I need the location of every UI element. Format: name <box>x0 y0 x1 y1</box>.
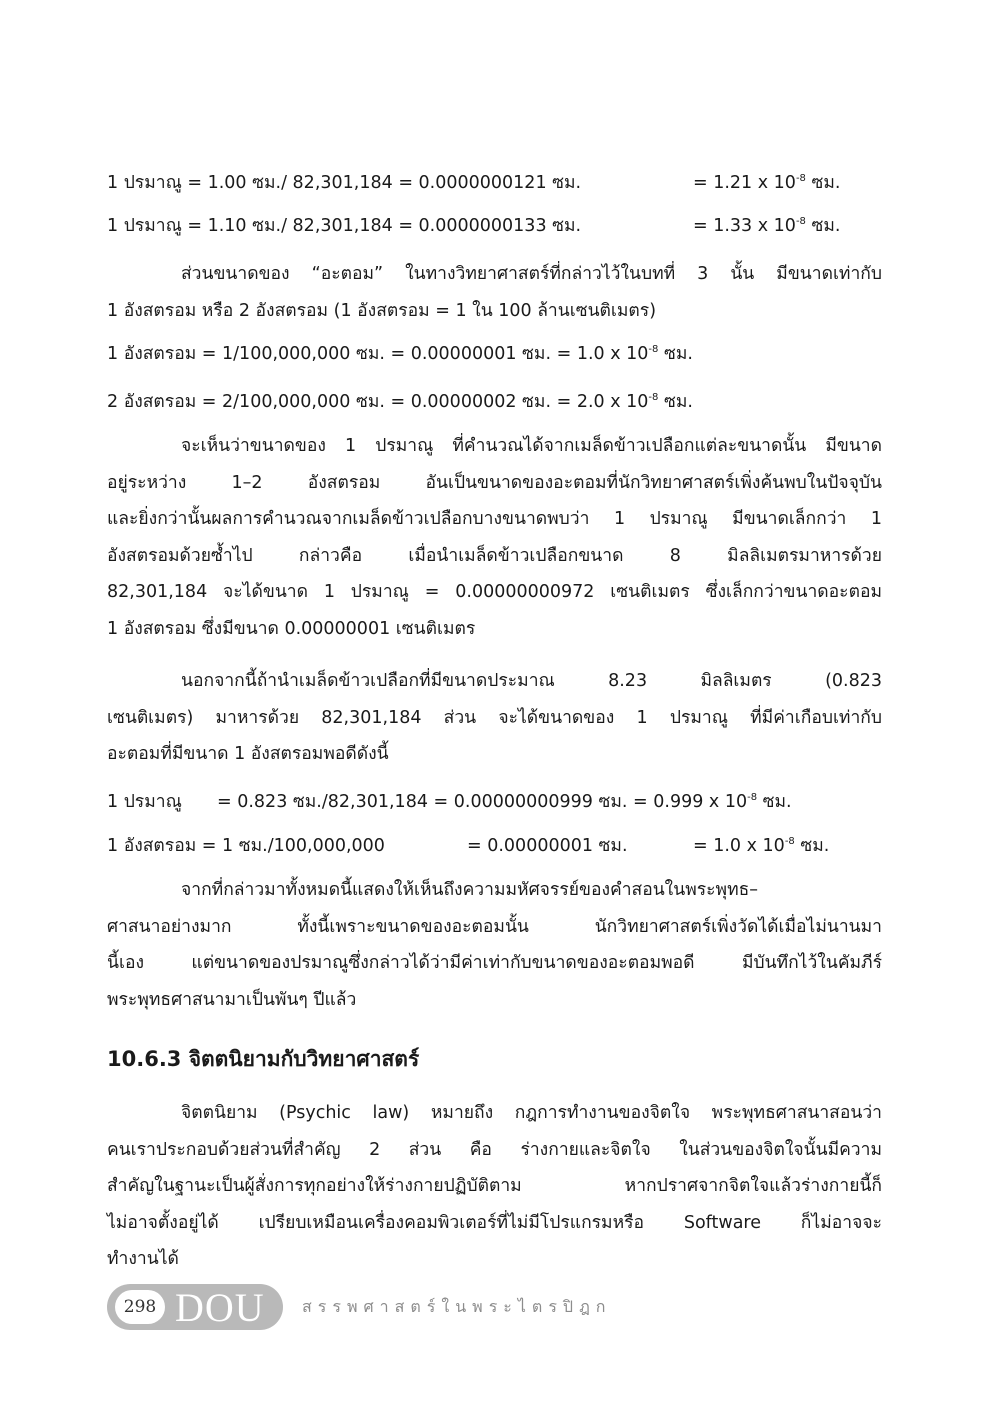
equation-result: = 0.823 ซม./82,301,184 = 0.00000000999 ซม. = 0.999 x $10^{-8}$ ซม. <box>217 792 792 812</box>
paragraph: จะเห็นว่าขนาดของ 1 ปรมาณู ที่คำนวณได้จากเมล็ดข้าวเปลือกแต่ละขนาดนั้น มีขนาด อยู่ระหว่าง 1–2 อังสตรอม อันเป็นขนาดของอะตอมที่นักวิทยาศาสตร์เพิ่งค้นพบในปัจจุบัน และยิ่งกว่านั้นผลการคำนวณจากเมล็ดข้าวเปลือกบางขนาดพบว่า 1 ปรมาณู มีขนาดเล็กกว่า 1 อังสตรอมด้วยซ้ำไป กล่าวคือ เมื่อนำเมล็ดข้าวเปลือกขนาด 8 มิลลิเมตรมาหารด้วย 82,301,184 จะได้ขนาด 1 ปรมาณู = 0.00000000972 เซนติเมตร ซึ่งเล็กกว่าขนาดอะตอม 1 อังสตรอม ซึ่งมีขนาด 0.00000001 เซนติเมตร <box>107 436 882 639</box>
dou-logo: DOU <box>175 1285 265 1330</box>
equation-text: 2 อังสตรอม = 2/100,000,000 ซม. = 0.00000002 ซม. = 2.0 x $10^{-8}$ ซม. <box>107 392 693 412</box>
equation-middle: = 0.00000001 ซม. <box>467 836 628 856</box>
equation-text: 1 อังสตรอม = 1/100,000,000 ซม. = 0.00000001 ซม. = 1.0 x $10^{-8}$ ซม. <box>107 344 693 364</box>
equation-text: 1 ปรมาณู = 1.00 ซม./ 82,301,184 = 0.0000000121 ซม. <box>107 173 582 193</box>
equation-result: = 1.21 x $10^{-8}$ ซม. <box>693 173 841 193</box>
section-heading: 10.6.3 จิตตนิยามกับวิทยาศาสตร์ <box>107 1047 420 1071</box>
paragraph: นอกจากนี้ถ้านำเมล็ดข้าวเปลือกที่มีขนาดประมาณ 8.23 มิลลิเมตร (0.823 เซนติเมตร) มาหารด้วย 82,301,184 ส่วน จะได้ขนาดของ 1 ปรมาณู ที่มีค่าเกือบเท่ากับ อะตอมที่มีขนาด 1 อังสตรอมพอดีดังนี้ <box>107 671 882 764</box>
paragraph: จิตตนิยาม (Psychic law) หมายถึง กฎการทำงานของจิตใจ พระพุทธศาสนาสอนว่า คนเราประกอบด้วยส่วนที่สำคัญ 2 ส่วน คือ ร่างกายและจิตใจ ในส่วนของจิตใจนั้นมีความ สำคัญในฐานะเป็นผู้สั่งการทุกอย่างให้ร่างกายปฏิบัติตาม หากปราศจากจิตใจแล้วร่างกายนี้ก็ ไม่อาจตั้งอยู่ได้ เปรียบเหมือนเครื่องคอมพิวเตอร์ที่ไม่มีโปรแกรมหรือ Software ก็ไม่อาจจะ ทำงานได้ <box>107 1103 882 1269</box>
paragraph: ส่วนขนาดของ “อะตอม” ในทางวิทยาศาสตร์ที่กล่าวไว้ในบทที่ 3 นั้น มีขนาดเท่ากับ 1 อังสตรอม หรือ 2 อังสตรอม (1 อังสตรอม = 1 ใน 100 ล้านเซนติเมตร) <box>107 264 882 321</box>
page-number: 298 <box>115 1290 165 1324</box>
equation-result: = 1.0 x $10^{-8}$ ซม. <box>693 836 830 856</box>
footer-badge <box>107 1284 283 1330</box>
paragraph: จากที่กล่าวมาทั้งหมดนี้แสดงให้เห็นถึงความมหัศจรรย์ของคำสอนในพระพุทธ– ศาสนาอย่างมาก ทั้งนี้เพราะขนาดของอะตอมนั้น นักวิทยาศาสตร์เพิ่งวัดได้เมื่อไม่นานมา นี้เอง แต่ขนาดของปรมาณูซึ่งกล่าวได้ว่ามีค่าเท่ากับขนาดของอะตอมพอดี มีบันทึกไว้ในคัมภีร์ พระพุทธศาสนามาเป็นพันๆ ปีแล้ว <box>107 880 882 1010</box>
book-title: สรรพศาสตร์ในพระไตรปิฎก <box>302 1297 612 1316</box>
equation-text: 1 อังสตรอม = 1 ซม./100,000,000 <box>107 836 385 856</box>
equation-text: 1 ปรมาณู <box>107 792 182 812</box>
equation-text: 1 ปรมาณู = 1.10 ซม./ 82,301,184 = 0.0000000133 ซม. <box>107 216 582 236</box>
equation-result: = 1.33 x $10^{-8}$ ซม. <box>693 216 841 236</box>
